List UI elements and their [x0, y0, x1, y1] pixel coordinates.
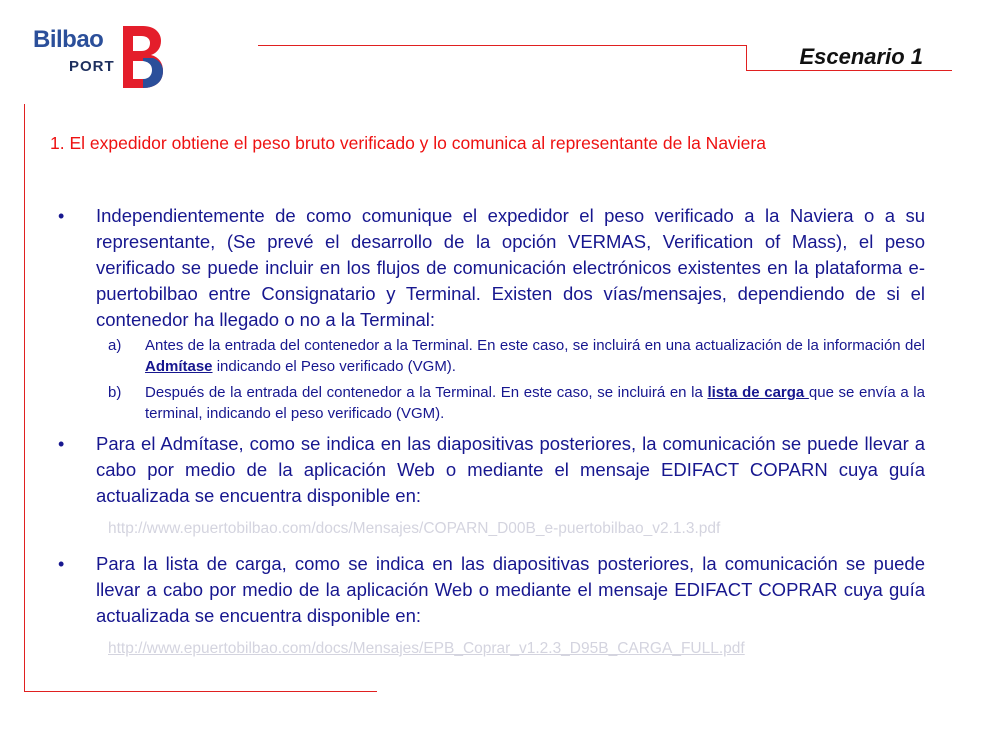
sub-item-marker: a) — [108, 337, 122, 354]
bullet-marker: • — [58, 434, 65, 454]
sub-item — [108, 382, 925, 424]
bilbao-port-logo — [33, 22, 163, 92]
header-rule — [258, 45, 746, 46]
sub-item-text-part: Después de la entrada del contenedor a la Terminal. En este caso, se incluirá en la — [145, 384, 708, 401]
bullet-marker: • — [58, 554, 65, 574]
sub-item-text-part: que se envía a la terminal, indicando el peso verificado (VGM). — [145, 384, 925, 422]
lista-de-carga-term: lista de carga — [707, 384, 809, 401]
bullet-text: Para el Admítase, como se indica en las diapositivas posteriores, la comunicación se puede llevar a cabo por medio de la aplicación Web o mediante el mensaje EDIFACT COPARN cuya guía actualizada se encuentra disponible en: — [96, 433, 925, 506]
bottom-frame-rule — [24, 691, 377, 692]
sub-item-text — [145, 382, 925, 424]
admitase-term: Admítase — [145, 358, 213, 375]
logo-b-icon — [119, 22, 165, 92]
coparn-guide-link[interactable]: http://www.epuertobilbao.com/docs/Mensajes/COPARN_D00B_e-puertobilbao_v2.1.3.pdf — [108, 520, 721, 537]
sub-item-marker: b) — [108, 384, 122, 401]
bullet-marker: • — [58, 206, 65, 226]
bullet-item — [50, 551, 925, 629]
section-heading: 1. El expedidor obtiene el peso bruto verificado y lo comunica al representante de la Naviera — [50, 133, 766, 153]
bullet-item — [50, 203, 925, 333]
logo-subtitle: PORT — [69, 58, 115, 75]
bullet-item — [50, 431, 925, 509]
sub-item-text — [145, 335, 925, 377]
sub-item — [108, 335, 925, 377]
title-underline — [746, 70, 952, 71]
coprar-guide-link[interactable]: http://www.epuertobilbao.com/docs/Mensajes/EPB_Coprar_v1.2.3_D95B_CARGA_FULL.pdf — [108, 640, 745, 657]
sub-item-text-part: Antes de la entrada del contenedor a la Terminal. En este caso, se incluirá en una actualización de la información del — [145, 337, 925, 354]
logo-wordmark: Bilbao — [33, 26, 104, 53]
bullet-text: Para la lista de carga, como se indica en las diapositivas posteriores, la comunicación se puede llevar a cabo por medio de la aplicación Web o mediante el mensaje EDIFACT COPRAR cuya guía actualizada se encuentra disponible en: — [96, 553, 925, 626]
slide-title: Escenario 1 — [799, 44, 923, 69]
header-rule-drop — [746, 45, 747, 70]
sub-item-text-part: indicando el Peso verificado (VGM). — [212, 358, 456, 375]
slide-body — [50, 203, 925, 671]
bullet-text: Independientemente de como comunique el expedidor el peso verificado a la Naviera o a su representante, (Se prevé el desarrollo de la opción VERMAS, Verification of Mass), el peso verificado se puede incluir en los flujos de comunicación electrónicos existentes en la plataforma e-puertobilbao entre Consignatario y Terminal. Existen dos vías/mensajes, dependiendo de si el contenedor ha llegado o no a la Terminal: — [96, 205, 925, 330]
left-frame-rule — [24, 104, 25, 692]
